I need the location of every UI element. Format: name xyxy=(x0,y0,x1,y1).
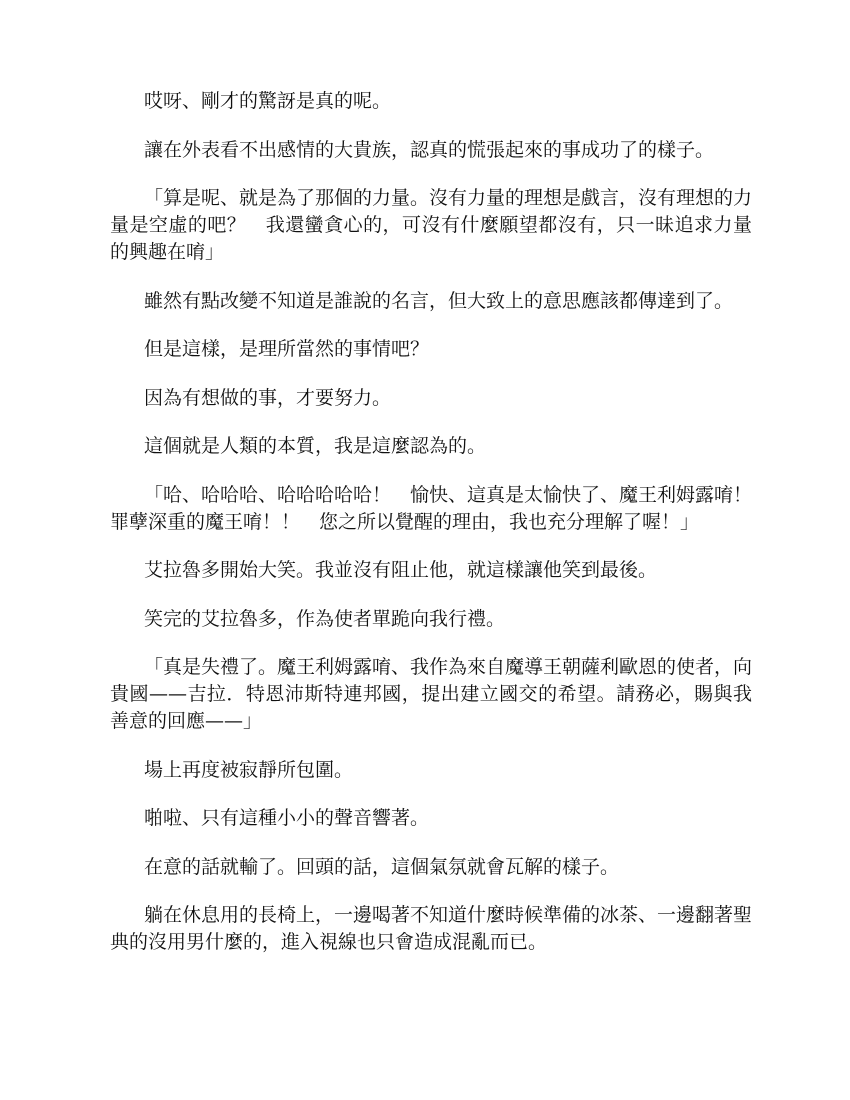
paragraph: 哎呀、剛才的驚訝是真的呢。 xyxy=(144,90,392,112)
paragraph: 躺在休息用的長椅上，一邊喝著不知道什麼時候準備的冰茶、一邊翻著聖典的沒用男什麼的，進入視線也只會造成混亂而已。 xyxy=(110,904,753,953)
paragraph: 雖然有點改變不知道是誰說的名言，但大致上的意思應該都傳達到了。 xyxy=(144,289,734,312)
paragraph: 但是這樣，是理所當然的事情吧？ xyxy=(144,338,430,360)
dialogue-paragraph: 「真是失禮了。魔王利姆露唷、我作為來自魔導王朝薩利歐恩的使者，向貴國——吉拉．特恩沛斯特連邦國，提出建立國交的希望。請務必，賜與我善意的回應——」 xyxy=(110,656,753,732)
paragraph: 笑完的艾拉魯多，作為使者單跪向我行禮。 xyxy=(144,607,506,630)
paragraph: 啪啦、只有這種小小的聲音響著。 xyxy=(144,807,430,829)
paragraph: 因為有想做的事，才要努力。 xyxy=(144,386,392,409)
paragraph: 在意的話就輸了。回頭的話，這個氣氛就會瓦解的樣子。 xyxy=(144,855,620,878)
dialogue-paragraph: 「算是呢、就是為了那個的力量。沒有力量的理想是戲言，沒有理想的力量是空虛的吧？ 我還蠻貪心的，可沒有什麼願望都沒有，只一昧追求力量的興趣在唷」 xyxy=(110,187,753,263)
dialogue-paragraph: 「哈、哈哈哈、哈哈哈哈哈！ 愉快、這真是太愉快了、魔王利姆露唷！ 罪孽深重的魔王唷！！ 您之所以覺醒的理由，我也充分理解了喔！」 xyxy=(110,483,772,533)
paragraph: 這個就是人類的本質，我是這麼認為的。 xyxy=(144,435,487,457)
paragraph: 艾拉魯多開始大笑。我並沒有阻止他，就這樣讓他笑到最後。 xyxy=(144,559,658,581)
body-text xyxy=(110,88,772,978)
paragraph: 讓在外表看不出感情的大貴族，認真的慌張起來的事成功了的樣子。 xyxy=(144,138,715,161)
paragraph: 場上再度被寂靜所包圍。 xyxy=(144,758,354,781)
